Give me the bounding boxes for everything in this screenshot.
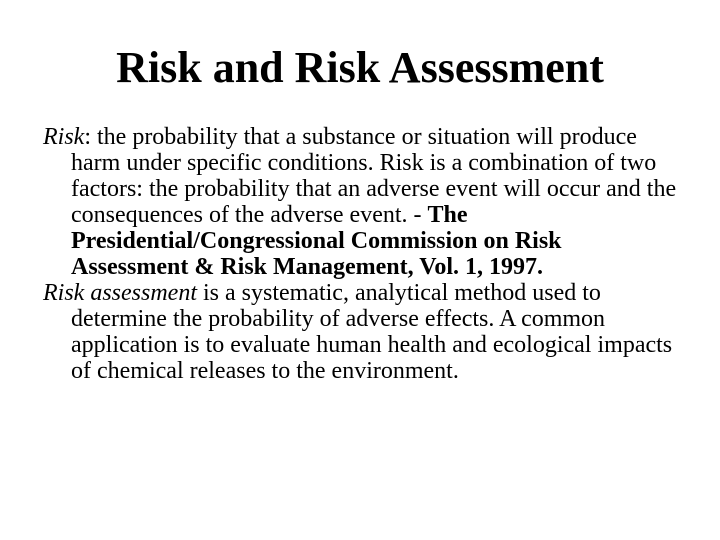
slide-body (43, 124, 683, 384)
slide-title: Risk and Risk Assessment (116, 43, 604, 92)
risk-definition-citation: The Presidential/Congressional Commission on Risk Assessment & Risk Management, Vol. 1, 1997. (71, 202, 562, 280)
risk-definition-paragraph (43, 124, 683, 280)
term-risk-assessment: Risk assessment (43, 280, 197, 306)
risk-assessment-paragraph (43, 280, 683, 384)
risk-assessment-text: is a systematic, analytical method used to determine the probability of adverse effects. A common application is to evaluate human health and ecological impacts of chemical releases to the environment. (71, 280, 673, 384)
term-risk: Risk (43, 124, 85, 150)
risk-definition-text: : the probability that a substance or situation will produce harm under specific conditions. Risk is a combination of two factors: the probability that an adverse event will occur and the consequences of the adverse event. - (71, 124, 677, 228)
